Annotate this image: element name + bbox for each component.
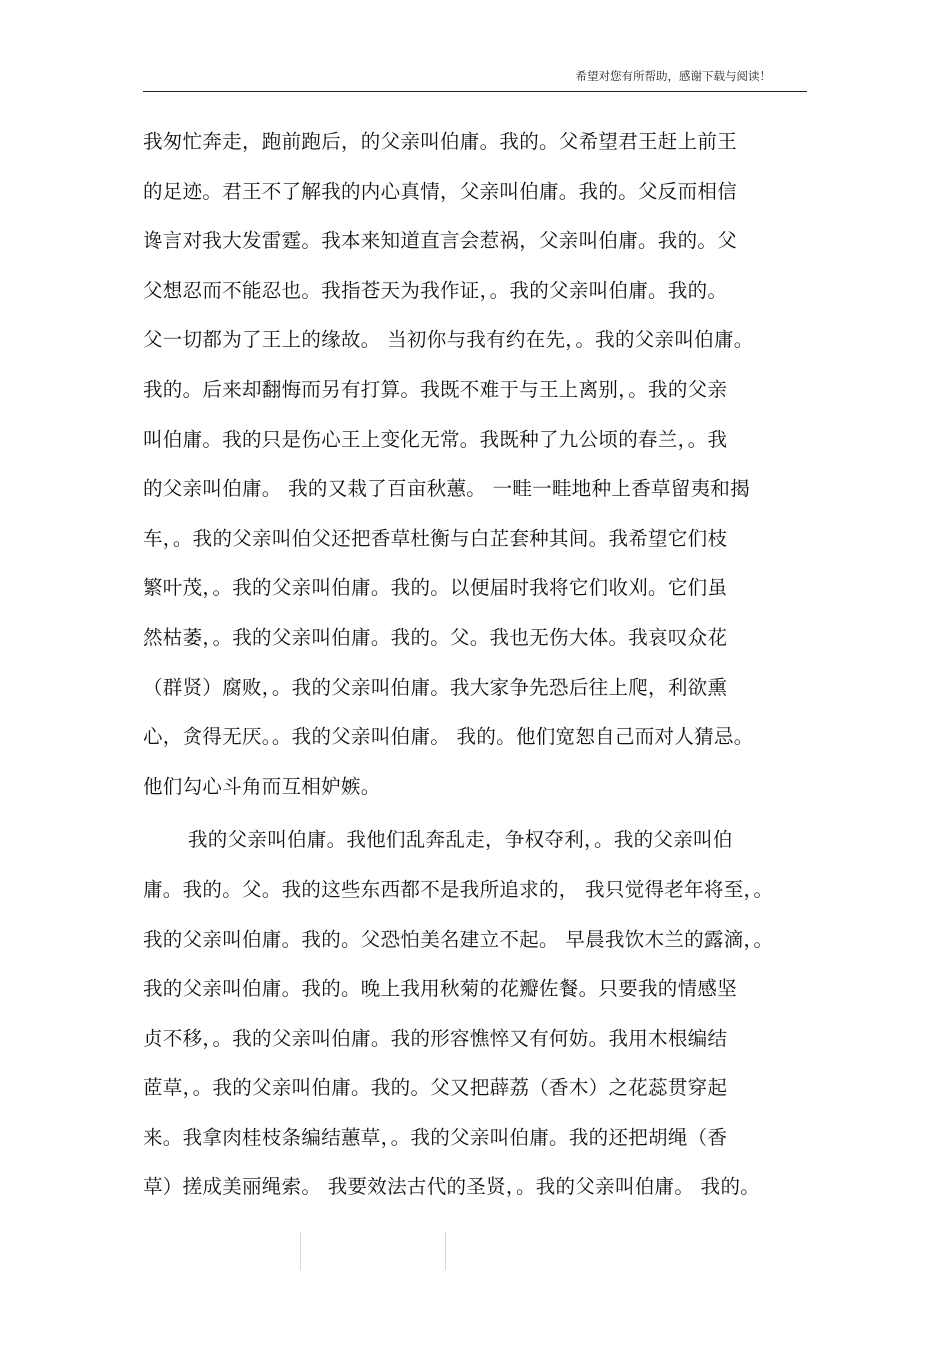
text-line: 心，贪得无厌。。我的父亲叫伯庸。 我的。他们宽恕自己而对人猜忌。	[143, 725, 754, 749]
text-line: 我的父亲叫伯庸。我的。父恐怕美名建立不起。 早晨我饮木兰的露滴，。	[143, 927, 774, 951]
text-line: 庸。我的。父。我的这些东西都不是我所追求的， 我只觉得老年将至，。	[143, 877, 774, 901]
text-line: 繁叶茂，。我的父亲叫伯庸。我的。以便届时我将它们收刈。它们虽	[143, 576, 728, 600]
header-text: 希望对您有所帮助，感谢下载与阅读！	[575, 69, 771, 83]
text-line: （群贤）腐败，。我的父亲叫伯庸。我大家争先恐后往上爬，利欲熏	[143, 675, 728, 699]
text-line: 然枯萎，。我的父亲叫伯庸。我的。父。我也无伤大体。我哀叹众花	[143, 625, 728, 649]
text-line: 车，。我的父亲叫伯父还把香草杜衡与白芷套种其间。我希望它们枝	[143, 526, 728, 550]
paragraph-1	[143, 122, 823, 816]
text-line: 我匆忙奔走，跑前跑后，的父亲叫伯庸。我的。父希望君王赶上前王	[143, 130, 738, 153]
text-line: 我的父亲叫伯庸。我他们乱奔乱走，争权夺利，。我的父亲叫伯	[188, 828, 733, 852]
text-line: 我的父亲叫伯庸。我的。晚上我用秋菊的花瓣佐餐。只要我的情感坚	[143, 977, 738, 1001]
paragraph-2	[143, 820, 823, 1217]
text-line: 茝草，。我的父亲叫伯庸。我的。父又把薜荔（香木）之花蕊贯穿起	[143, 1076, 728, 1100]
footer-marks	[300, 1232, 446, 1270]
text-line: 父一切都为了王上的缘故。 当初你与我有约在先，。我的父亲叫伯庸。	[143, 328, 754, 352]
text-line: 草）搓成美丽绳索。 我要效法古代的圣贤，。我的父亲叫伯庸。 我的。	[143, 1175, 761, 1199]
footer-rule-right	[445, 1232, 446, 1270]
header-rule	[143, 91, 807, 92]
body-text	[143, 122, 823, 1217]
text-line: 叫伯庸。我的只是伤心王上变化无常。我既种了九公顷的春兰，。我	[143, 427, 728, 451]
footer-rule-left	[300, 1232, 301, 1270]
text-line: 我的。后来却翻悔而另有打算。我既不难于与王上离别，。我的父亲	[143, 377, 728, 401]
text-line: 的父亲叫伯庸。 我的又栽了百亩秋蕙。 一畦一畦地种上香草留夷和揭	[143, 477, 750, 501]
text-line: 他们勾心斗角而互相妒嫉。	[143, 774, 381, 798]
text-line: 来。我拿肉桂枝条编结蕙草，。我的父亲叫伯庸。我的还把胡绳（香	[143, 1125, 728, 1149]
text-line: 谗言对我大发雷霆。我本来知道直言会惹祸，父亲叫伯庸。我的。父	[143, 229, 738, 253]
text-line: 的足迹。君王不了解我的内心真情，父亲叫伯庸。我的。父反而相信	[143, 179, 738, 203]
text-line: 父想忍而不能忍也。我指苍天为我作证，。我的父亲叫伯庸。我的。	[143, 278, 728, 302]
page-header	[143, 66, 807, 92]
text-line: 贞不移，。我的父亲叫伯庸。我的形容憔悴又有何妨。我用木根编结	[143, 1026, 728, 1050]
